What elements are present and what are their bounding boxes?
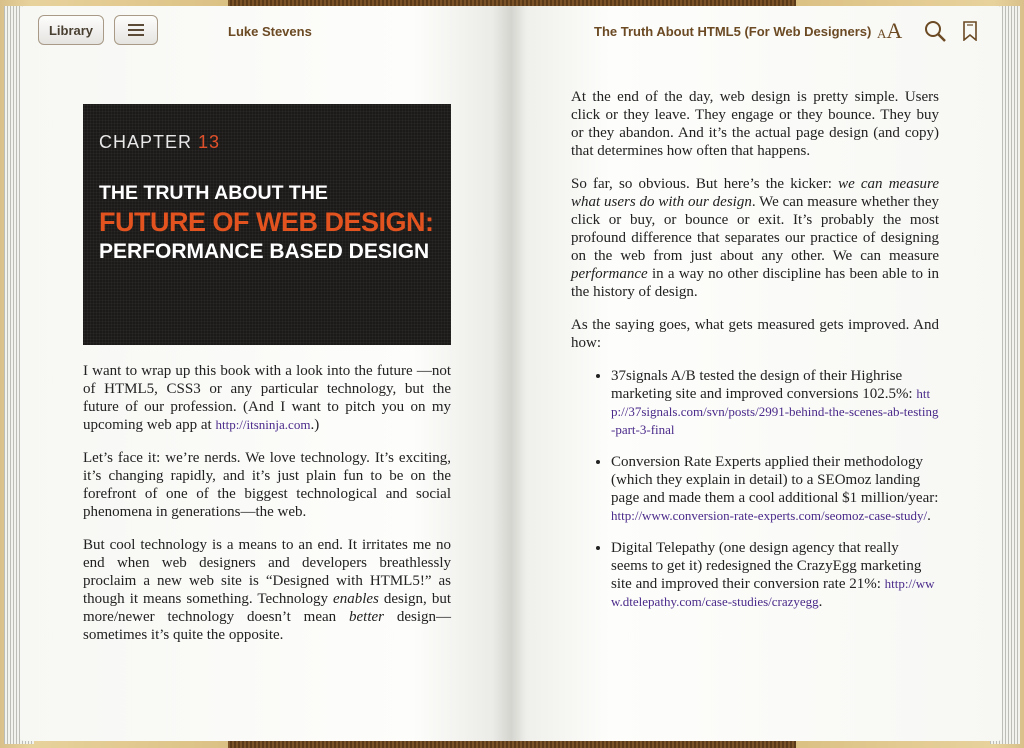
list-item	[611, 539, 939, 611]
conversion-rate-experts-link[interactable]: http://www.conversion-rate-experts.com/seomoz-case-study/	[611, 508, 928, 523]
text-run: I want to wrap up this book with a look into the future —not of HTML5, CSS3 or any particular technology, but the future of our profession. (And I want to pitch you on my upcoming web app at	[83, 363, 451, 433]
text-run: Conversion Rate Experts applied their methodology (which they explain in detail) to a SEOmoz landing page and made them a cool additional $1 million/year:	[611, 454, 939, 506]
itsninja-link[interactable]: http://itsninja.com	[215, 417, 311, 432]
case-study-list	[571, 367, 939, 611]
left-page-text	[83, 362, 451, 659]
chapter-label	[99, 132, 220, 153]
list-icon	[128, 21, 144, 39]
chapter-title-line-3: PERFORMANCE BASED DESIGN	[99, 240, 430, 263]
chapter-title-line-2: FUTURE OF WEB DESIGN:	[99, 207, 434, 237]
paragraph	[83, 536, 451, 644]
right-page-text	[571, 88, 939, 625]
emphasis: enables	[333, 591, 379, 607]
text-run: design, but more/newer technology doesn’t mean	[83, 591, 451, 625]
text-run: .)	[310, 417, 320, 433]
emphasis: we can measure what users do with our design	[571, 176, 939, 210]
chapter-banner	[83, 104, 451, 345]
dtelepathy-link[interactable]: http://www.dtelepathy.com/case-studies/crazyegg	[611, 576, 935, 609]
text-run: But cool technology is a means to an end. It irritates me no end when web designers and developers breathlessly proclaim a new web site is “Designed with HTML5!” as though it means something. Technology	[83, 537, 451, 607]
paragraph	[571, 175, 939, 301]
list-item	[611, 367, 939, 439]
author-name: Luke Stevens	[228, 24, 312, 39]
chapter-title-line-1: THE TRUTH ABOUT THE	[99, 182, 328, 204]
font-size-small-glyph: A	[877, 26, 887, 41]
text-run: 37signals A/B tested the design of their Highrise marketing site and improved conversions 102.5%:	[611, 368, 917, 402]
text-run: Digital Telepathy (one design agency that really seems to get it) redesigned the CrazyEgg marketing site and improved their conversion rate 21%:	[611, 540, 922, 592]
text-run: in a way no other discipline has been able to in the history of design.	[571, 266, 939, 300]
table-of-contents-button[interactable]	[114, 15, 158, 45]
text-run: design—sometimes it’s quite the opposite.	[83, 609, 451, 643]
emphasis: performance	[571, 266, 648, 282]
paragraph: As the saying goes, what gets measured gets improved. And how:	[571, 317, 939, 351]
emphasis: better	[349, 609, 384, 625]
search-icon[interactable]	[924, 20, 946, 42]
text-run: .	[927, 508, 931, 524]
paragraph	[83, 362, 451, 434]
bookmark-icon[interactable]	[963, 21, 977, 41]
text-run: So far, so obvious. But here’s the kicker:	[571, 176, 839, 192]
book-title: The Truth About HTML5 (For Web Designers)	[594, 24, 872, 39]
text-run: .	[818, 594, 823, 610]
font-size-icon[interactable]	[877, 18, 902, 44]
chapter-number: 13	[198, 132, 221, 152]
37signals-link[interactable]: http://37signals.com/svn/posts/2991-behind-the-scenes-ab-testing-part-3-final	[611, 386, 939, 437]
text-run: . We can measure whether they click or buy, or bounce or exit. It’s probably the most profound difference that separates our practice of designing on the web from just about any other. We can measure	[571, 194, 939, 264]
library-button[interactable]: Library	[38, 15, 104, 45]
paragraph: At the end of the day, web design is pretty simple. Users click or they leave. They engage or they bounce. They buy or they abandon. And it’s the actual page design (and copy) that determines how often that happens.	[571, 89, 939, 159]
chapter-label-text: CHAPTER	[99, 132, 199, 152]
paragraph: Let’s face it: we’re nerds. We love technology. It’s exciting, it’s changing rapidly, and it’s just plain fun to be on the forefront of one of the biggest technological and social phenomena in generations—the web.	[83, 450, 451, 520]
font-size-large-glyph: A	[886, 18, 903, 43]
list-item	[611, 453, 939, 525]
